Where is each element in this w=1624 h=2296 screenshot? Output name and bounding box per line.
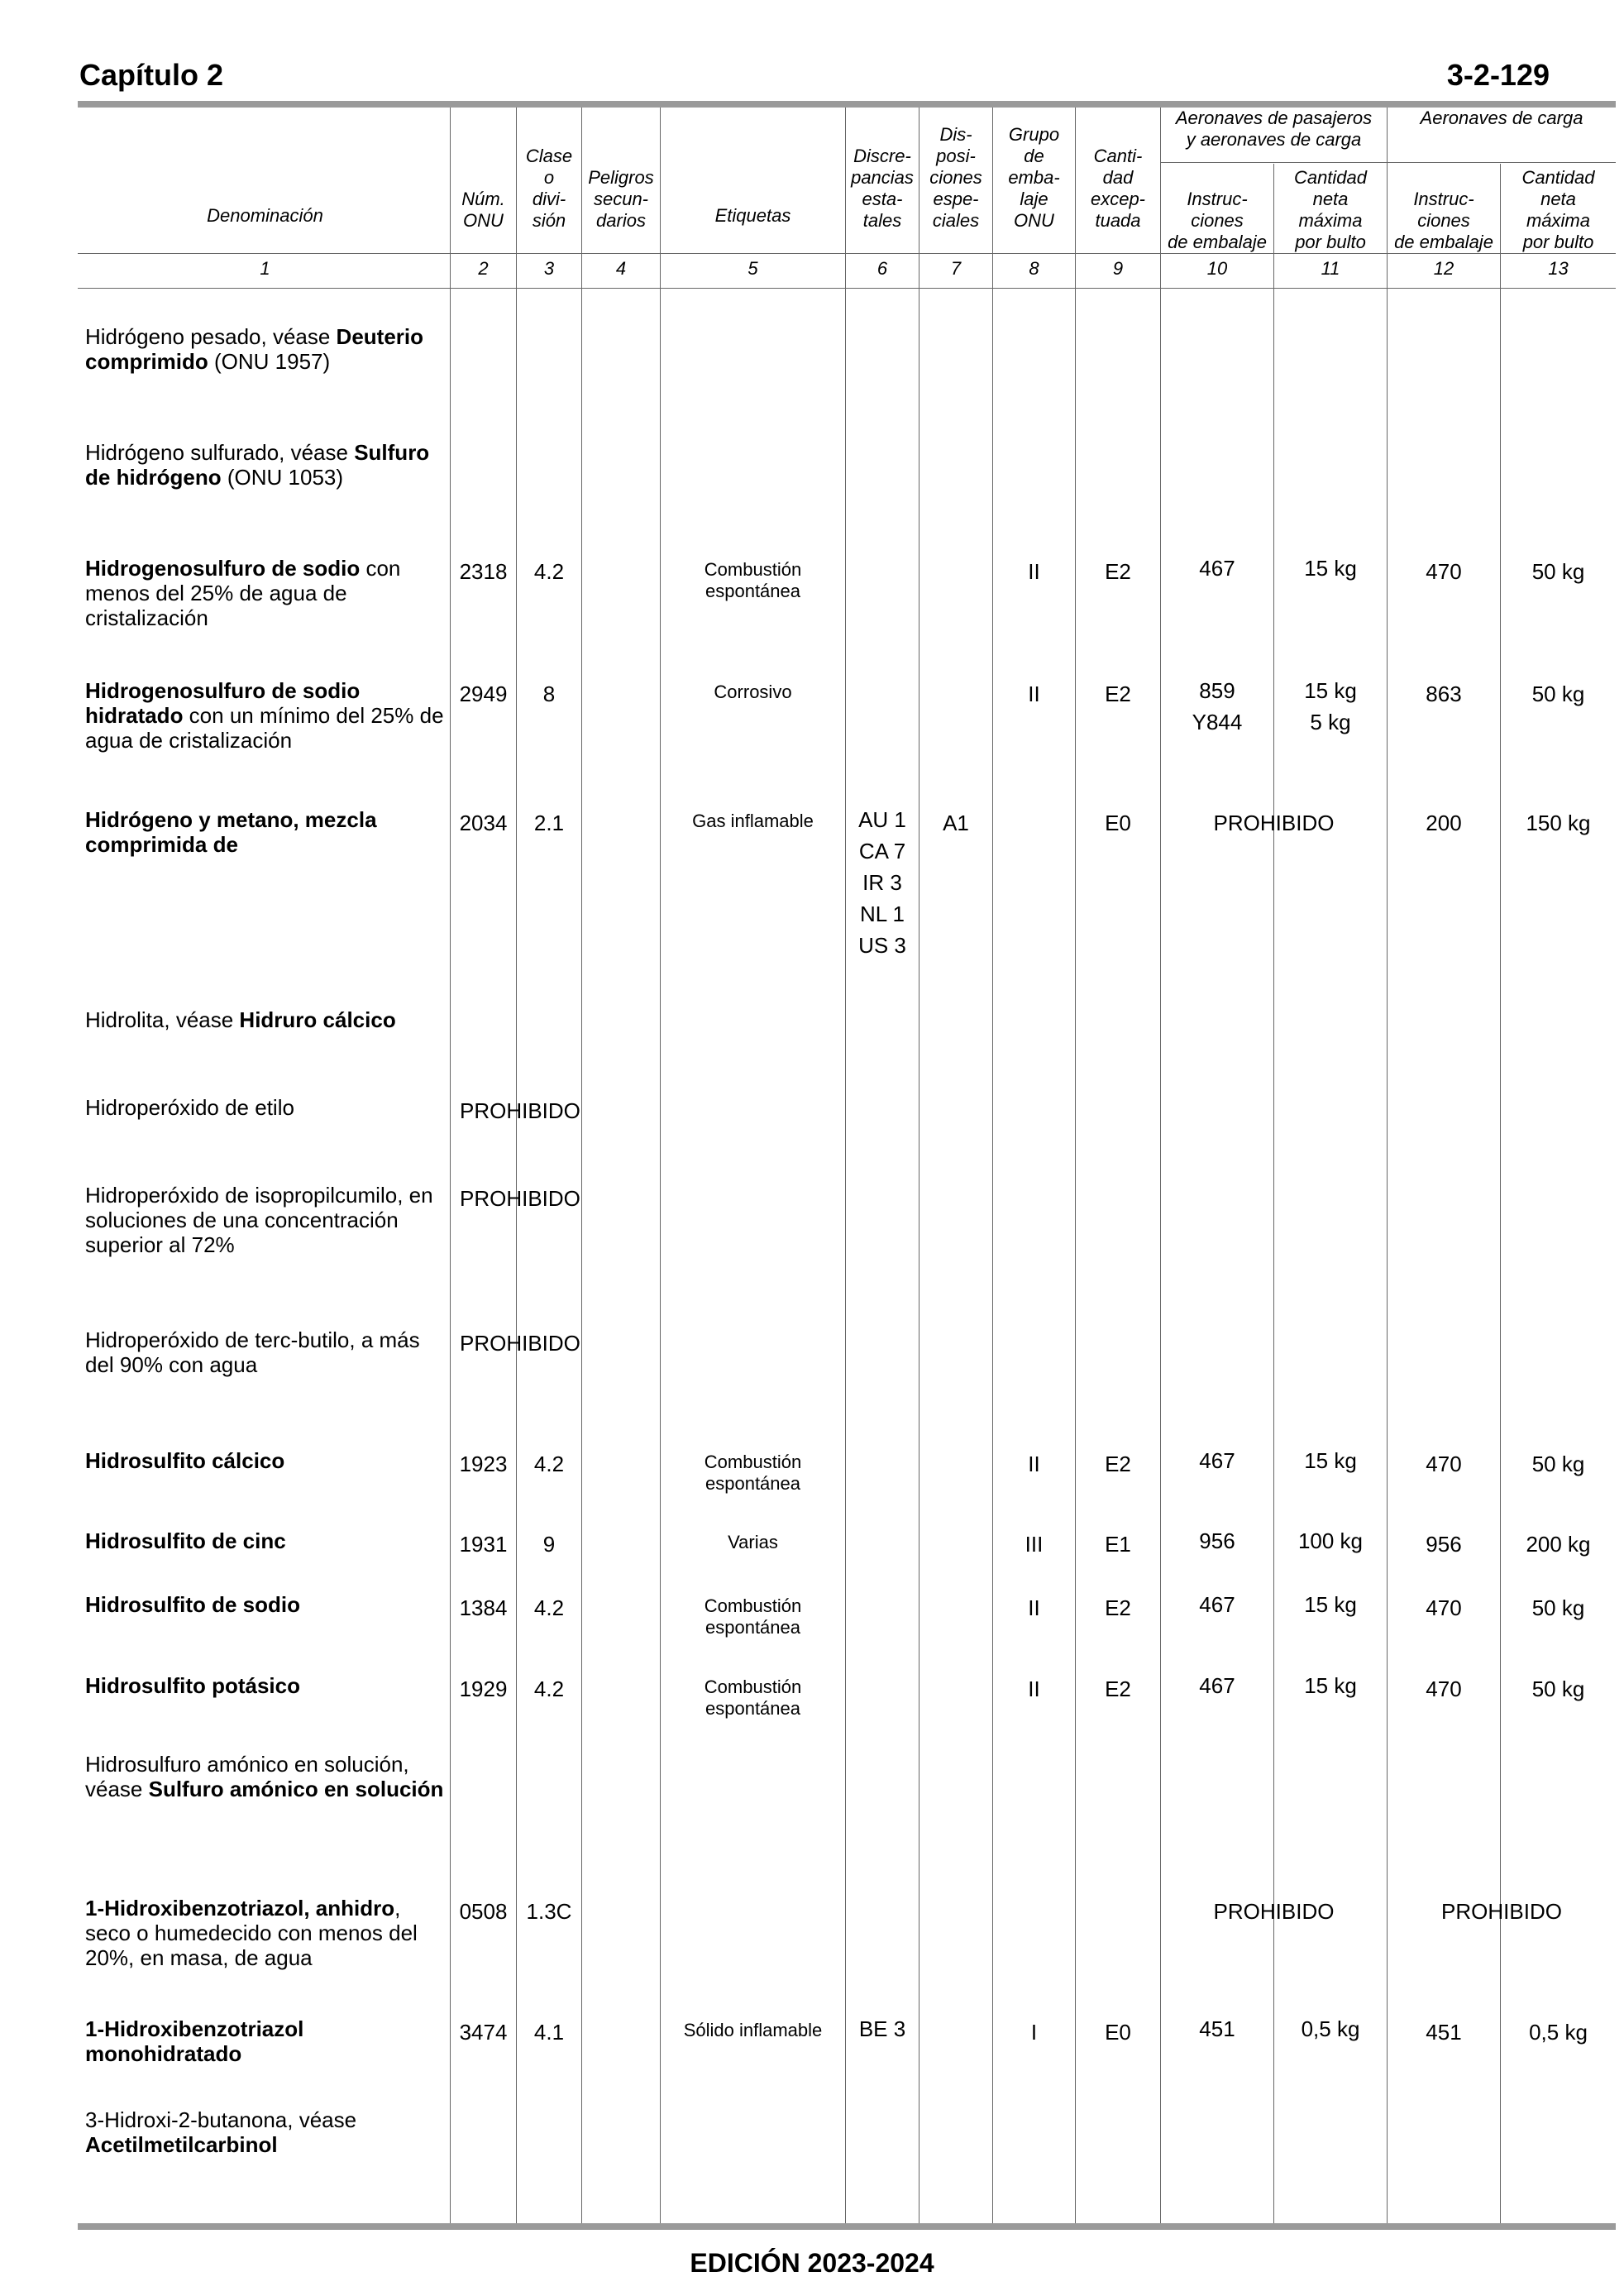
label-hazard: Combustión espontánea [704, 1452, 802, 1494]
pax-packing-instruction: 956 [1199, 1528, 1235, 1553]
header-cantidad-neta-pax: Cantidad neta máxima por bulto [1293, 167, 1368, 252]
packing-group: II [1028, 559, 1040, 584]
header-etiquetas: Etiquetas [714, 205, 791, 226]
class-division: 4.2 [533, 1677, 565, 1701]
name-segment: Hidroperóxido de etilo [85, 1095, 294, 1120]
cargo-packing-instruction: 956 [1426, 1532, 1462, 1557]
packing-group: II [1028, 1452, 1040, 1476]
row-name [85, 1327, 445, 1377]
cargo-max-net-quantity: 50 kg [1531, 682, 1585, 706]
pax-max-net-quantity: 0,5 kg [1301, 2016, 1360, 2041]
header-clase: Clase o divi- sión [525, 146, 573, 231]
col-number: 4 [615, 258, 627, 279]
col-number: 10 [1206, 258, 1228, 279]
name-bold-segment: Hidrógeno y metano, mezcla comprimida de [85, 807, 377, 857]
cargo-packing-instruction: 451 [1426, 2020, 1462, 2045]
header-instrucciones-cao: Instruc- ciones de embalaje [1394, 189, 1493, 252]
row-name [85, 2016, 445, 2066]
name-bold-segment: Hidrosulfito de sodio [85, 1592, 300, 1617]
name-segment: Hidrógeno pesado, véase [85, 324, 337, 349]
row-name [85, 1095, 445, 1120]
row-name [85, 1673, 445, 1698]
packing-group: II [1028, 1677, 1040, 1701]
name-segment: Hidrosulfuro amónico en solución, véase [85, 1752, 409, 1801]
name-bold-segment: 1-Hidroxibenzotriazol, anhidro [85, 1896, 395, 1921]
name-segment: con un mínimo del 25% de agua de cristalización [85, 703, 444, 753]
onu-number: 2949 [459, 682, 508, 706]
cargo-max-net-quantity: 150 kg [1526, 811, 1591, 835]
pax-max-net-quantity: 15 kg 5 kg [1304, 678, 1357, 734]
class-division: 4.2 [533, 1452, 565, 1476]
special-provision: A1 [943, 811, 969, 835]
pax-prohibited: PROHIBIDO [1213, 1899, 1335, 1924]
col-number: 2 [478, 258, 489, 279]
col-number: 8 [1029, 258, 1039, 279]
label-hazard: Sólido inflamable [683, 2020, 823, 2040]
pax-packing-instruction: 859 Y844 [1192, 678, 1243, 734]
row-name [85, 1896, 445, 1970]
name-bold-segment: Hidrogenosulfuro de sodio hidratado [85, 678, 361, 728]
name-segment: (ONU 1957) [208, 349, 331, 374]
header-discrepancias: Discre- pancias esta- tales [851, 146, 914, 231]
class-division: 2.1 [533, 811, 565, 835]
row-name [85, 1592, 445, 1617]
label-hazard: Combustión espontánea [704, 1595, 802, 1638]
onu-number: 0508 [459, 1899, 508, 1924]
row-name [85, 1183, 445, 1257]
col-number: 5 [748, 258, 758, 279]
pax-max-net-quantity: 15 kg [1304, 556, 1357, 581]
forbidden-marker: PROHIBIDO [460, 1331, 580, 1356]
col-number: 9 [1112, 258, 1124, 279]
cargo-max-net-quantity: 200 kg [1526, 1532, 1591, 1557]
label-hazard: Corrosivo [714, 682, 792, 702]
name-bold-segment: Hidrogenosulfuro de sodio [85, 556, 361, 581]
class-division: 4.2 [533, 1595, 565, 1620]
name-segment: (ONU 1053) [221, 465, 344, 490]
header-carga-group: Aeronaves de carga [1420, 108, 1583, 128]
pax-packing-instruction: 467 [1199, 556, 1235, 581]
pax-max-net-quantity: 15 kg [1304, 1448, 1357, 1473]
class-division: 4.1 [533, 2020, 565, 2045]
name-bold-segment: Sulfuro de hidrógeno [85, 440, 430, 490]
class-division: 9 [542, 1532, 556, 1557]
excepted-quantity: E2 [1105, 1677, 1131, 1701]
cargo-prohibited: PROHIBIDO [1441, 1899, 1562, 1924]
row-name [85, 1448, 445, 1473]
name-segment: Hidroperóxido de isopropilcumilo, en soluciones de una concentración superior al 72% [85, 1183, 433, 1257]
cargo-packing-instruction: 470 [1426, 559, 1462, 584]
name-bold-segment: Sulfuro amónico en solución [148, 1777, 444, 1801]
pax-max-net-quantity: 100 kg [1297, 1528, 1364, 1553]
name-segment: Hidrolita, véase [85, 1007, 240, 1032]
class-division: 4.2 [533, 559, 565, 584]
name-segment: con menos del 25% de agua de cristalización [85, 556, 401, 630]
packing-group: I [1030, 2020, 1038, 2045]
onu-number: 1929 [459, 1677, 508, 1701]
header-peligros-secundarios: Peligros secun- darios [588, 167, 654, 231]
onu-number: 3474 [459, 2020, 508, 2045]
cargo-max-net-quantity: 50 kg [1531, 1595, 1585, 1620]
row-name [85, 440, 445, 490]
cargo-packing-instruction: 200 [1426, 811, 1462, 835]
row-name [85, 1528, 445, 1553]
col-number: 12 [1433, 258, 1454, 279]
header-pasajeros-group: Aeronaves de pasajeros y aeronaves de carga [1175, 108, 1373, 150]
col-number: 11 [1321, 258, 1340, 279]
onu-number: 1384 [459, 1595, 508, 1620]
name-segment: Hidroperóxido de terc-butilo, a más del 90% con agua [85, 1327, 420, 1377]
edition-footer: EDICIÓN 2023-2024 [690, 2248, 934, 2278]
forbidden-marker: PROHIBIDO [460, 1098, 580, 1123]
state-variations: AU 1 CA 7 IR 3 NL 1 US 3 [858, 807, 906, 958]
cargo-max-net-quantity: 0,5 kg [1529, 2020, 1588, 2045]
excepted-quantity: E2 [1105, 559, 1131, 584]
row-name [85, 556, 445, 630]
name-bold-segment: Hidrosulfito de cinc [85, 1528, 286, 1553]
row-name [85, 2107, 445, 2157]
name-segment: , seco o humedecido con menos del 20%, en masa, de agua [85, 1896, 418, 1970]
pax-max-net-quantity: 15 kg [1304, 1592, 1357, 1617]
header-disposiciones-especiales: Dis- posi- ciones espe- ciales [929, 124, 982, 231]
col-number: 7 [950, 258, 962, 279]
header-cantidad-neta-cao: Cantidad neta máxima por bulto [1521, 167, 1595, 252]
onu-number: 2318 [459, 559, 508, 584]
name-bold-segment: Hidruro cálcico [239, 1007, 396, 1032]
forbidden-marker: PROHIBIDO [460, 1186, 580, 1211]
class-division: 8 [542, 682, 556, 706]
row-name [85, 678, 445, 753]
name-segment: Hidrógeno sulfurado, véase [85, 440, 355, 465]
onu-number: 1923 [459, 1452, 508, 1476]
class-division: 1.3C [526, 1899, 572, 1924]
cargo-packing-instruction: 470 [1426, 1677, 1462, 1701]
pax-max-net-quantity: 15 kg [1304, 1673, 1357, 1698]
name-bold-segment: 1-Hidroxibenzotriazol monohidratado [85, 2016, 304, 2066]
pax-packing-instruction: 451 [1199, 2016, 1235, 2041]
header-num-onu: Núm. ONU [461, 189, 505, 231]
top-rule [78, 101, 1616, 108]
name-bold-segment: Hidrosulfito cálcico [85, 1448, 285, 1473]
header-grupo-embalaje: Grupo de emba- laje ONU [1008, 124, 1060, 231]
name-bold-segment: Acetilmetilcarbinol [85, 2132, 278, 2157]
onu-number: 1931 [459, 1532, 508, 1557]
col-number: 1 [260, 258, 270, 279]
col-number: 6 [876, 258, 888, 279]
label-hazard: Combustión espontánea [704, 1677, 802, 1719]
row-name [85, 1007, 445, 1032]
excepted-quantity: E0 [1105, 811, 1131, 835]
packing-group: II [1028, 1595, 1040, 1620]
header-instrucciones-pax: Instruc- ciones de embalaje [1168, 189, 1267, 252]
cargo-packing-instruction: 470 [1426, 1452, 1462, 1476]
excepted-quantity: E2 [1105, 1595, 1131, 1620]
packing-group: II [1028, 682, 1040, 706]
excepted-quantity: E2 [1105, 682, 1131, 706]
excepted-quantity: E2 [1105, 1452, 1131, 1476]
label-hazard: Varias [728, 1532, 778, 1552]
row-name [85, 324, 445, 374]
excepted-quantity: E0 [1105, 2020, 1131, 2045]
cargo-packing-instruction: 470 [1426, 1595, 1462, 1620]
col-number: 13 [1548, 258, 1569, 279]
chapter-title: Capítulo 2 [79, 58, 224, 92]
name-bold-segment: Deuterio comprimido [85, 324, 424, 374]
cargo-max-net-quantity: 50 kg [1531, 559, 1585, 584]
row-name [85, 807, 445, 857]
bottom-rule [78, 2223, 1616, 2230]
page-number: 3-2-129 [1446, 58, 1550, 92]
cargo-max-net-quantity: 50 kg [1531, 1677, 1585, 1701]
cargo-packing-instruction: 863 [1426, 682, 1462, 706]
cargo-max-net-quantity: 50 kg [1531, 1452, 1585, 1476]
header-denominacion: Denominación [207, 205, 323, 226]
label-hazard: Combustión espontánea [704, 559, 802, 601]
pax-packing-instruction: 467 [1199, 1673, 1235, 1698]
pax-prohibited: PROHIBIDO [1213, 811, 1335, 835]
pax-packing-instruction: 467 [1199, 1448, 1235, 1473]
row-name [85, 1752, 445, 1801]
name-segment: 3-Hidroxi-2-butanona, véase [85, 2107, 357, 2132]
header-cantidad-exceptuada: Canti- dad excep- tuada [1090, 146, 1146, 231]
name-bold-segment: Hidrosulfito potásico [85, 1673, 300, 1698]
packing-group: III [1025, 1532, 1044, 1557]
excepted-quantity: E1 [1105, 1532, 1131, 1557]
label-hazard: Gas inflamable [692, 811, 814, 831]
onu-number: 2034 [459, 811, 508, 835]
pax-packing-instruction: 467 [1199, 1592, 1235, 1617]
state-variations: BE 3 [858, 2016, 906, 2041]
col-number: 3 [543, 258, 555, 279]
